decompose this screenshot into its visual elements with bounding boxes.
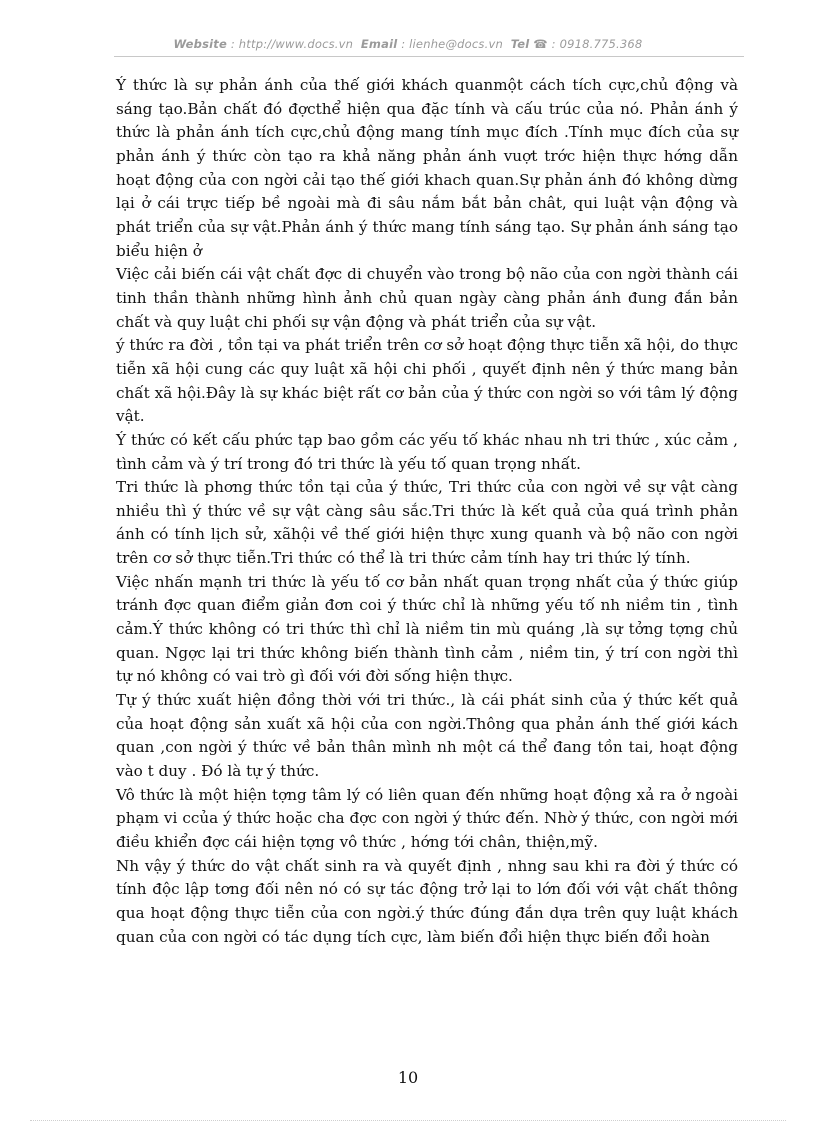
page-header (0, 37, 816, 51)
page-bottom-divider (30, 1120, 786, 1121)
paragraph: Việc nhấn mạnh tri thức là yếu tố cơ bản nhất quan trọng nhất của ý thức giúp tránh đợc quan điểm giản đơn coi ý thức chỉ là những yếu tố nh niềm tin , tình cảm.Ý thức không có tri thức thì chỉ là niềm tin mù quáng ,là sự tởng tợng chủ quan. Ngợc lại tri thức không biến thành tình cảm , niềm tin, ý trí con ngời thì tự nó không có vai trò gì đối với đời sống hiện thực. (116, 572, 738, 686)
paragraph: Ý thức là sự phản ánh của thế giới khách quanmột cách tích cực,chủ động và sáng tạo.Bản chất đó đợcthể hiện qua đặc tính và cấu trúc của nó. Phản ánh ý thức là phản ánh tích cực,chủ động mang tính mục đích .Tính mục đích của sự phản ánh ý thức còn tạo ra khả năng phản ánh vuợt trớc hiện thực hớng dẫn hoạt động của con ngời cải tạo thế giới khach quan.Sự phản ánh đó không dừng lại ở cái trực tiếp bề ngoài mà đi sâu nắm bắt bản chât, qui luật vận động và phát triển của sự vật.Phản ánh ý thức mang tính sáng tạo. Sự phản ánh sáng tạo biểu hiện ở (116, 76, 738, 260)
email-value: : lienhe@docs.vn (397, 37, 503, 51)
paragraph: Vô thức là một hiện tợng tâm lý có liên quan đến những hoạt động xả ra ở ngoài phạm vi ccủa ý thức hoặc cha đợc con ngời ý thức đến. Nhờ ý thức, con ngời mới điều khiển đợc cái hiện tợng vô thức , hớng tới chân, thiện,mỹ. (116, 785, 738, 851)
website-value: : http://www.docs.vn (227, 37, 354, 51)
paragraph: Ý thức có kết cấu phức tạp bao gồm các yếu tố khác nhau nh tri thức , xúc cảm , tình cảm và ý trí trong đó tri thức là yếu tố quan trọng nhất. (116, 430, 738, 473)
body-text (116, 74, 738, 949)
paragraph: Nh vậy ý thức do vật chất sinh ra và quyết định , nhng sau khi ra đời ý thức có tính độc lập tơng đối nên nó có sự tác động trở lại to lớn đối với vật chất thông qua hoạt động thực tiễn của con ngời.ý thức đúng đắn dựa trên quy luật khách quan của con ngời có tác dụng tích cực, làm biến đổi hiện thực biến đổi hoàn (116, 856, 738, 946)
tel-label: Tel (510, 37, 530, 51)
paragraph: ý thức ra đời , tồn tại va phát triển trên cơ sở hoạt động thực tiễn xã hội, do thực tiễn xã hội cung các quy luật xã hội chi phối , quyết định nên ý thức mang bản chất xã hội.Đây là sự khác biệt rất cơ bản của ý thức con ngời so với tâm lý động vật. (116, 336, 738, 426)
website-label: Website (173, 37, 227, 51)
paragraph: Việc cải biến cái vật chất đợc di chuyển vào trong bộ não của con ngời thành cái tinh thần thành những hình ảnh chủ quan ngày càng phản ánh đung đắn bản chất và quy luật chi phối sự vận động và phát triển của sự vật. (116, 265, 738, 331)
email-label: Email (360, 37, 398, 51)
header-divider (114, 56, 744, 57)
paragraph: Tri thức là phơng thức tồn tại của ý thức, Tri thức của con ngời về sự vật càng nhiều thì ý thức về sự vật càng sâu sắc.Tri thức là kết quả của quá trình phản ánh có tính lịch sử, xãhội về thế giới hiện thực xung quanh và bộ não con ngời trên cơ sở thực tiễn.Tri thức có thể là tri thức cảm tính hay tri thức lý tính. (116, 478, 738, 568)
tel-value: ☎ : 0918.775.368 (529, 37, 643, 51)
paragraph: Tự ý thức xuất hiện đồng thời với tri thức., là cái phát sinh của ý thức kết quả của hoạt động sản xuất xã hội của con ngời.Thông qua phản ánh thế giới kách quan ,con ngời ý thức về bản thân mình nh một cá thể đang tồn tai, hoạt động vào t duy . Đó là tự ý thức. (116, 691, 738, 781)
page-number: 10 (397, 1068, 419, 1087)
